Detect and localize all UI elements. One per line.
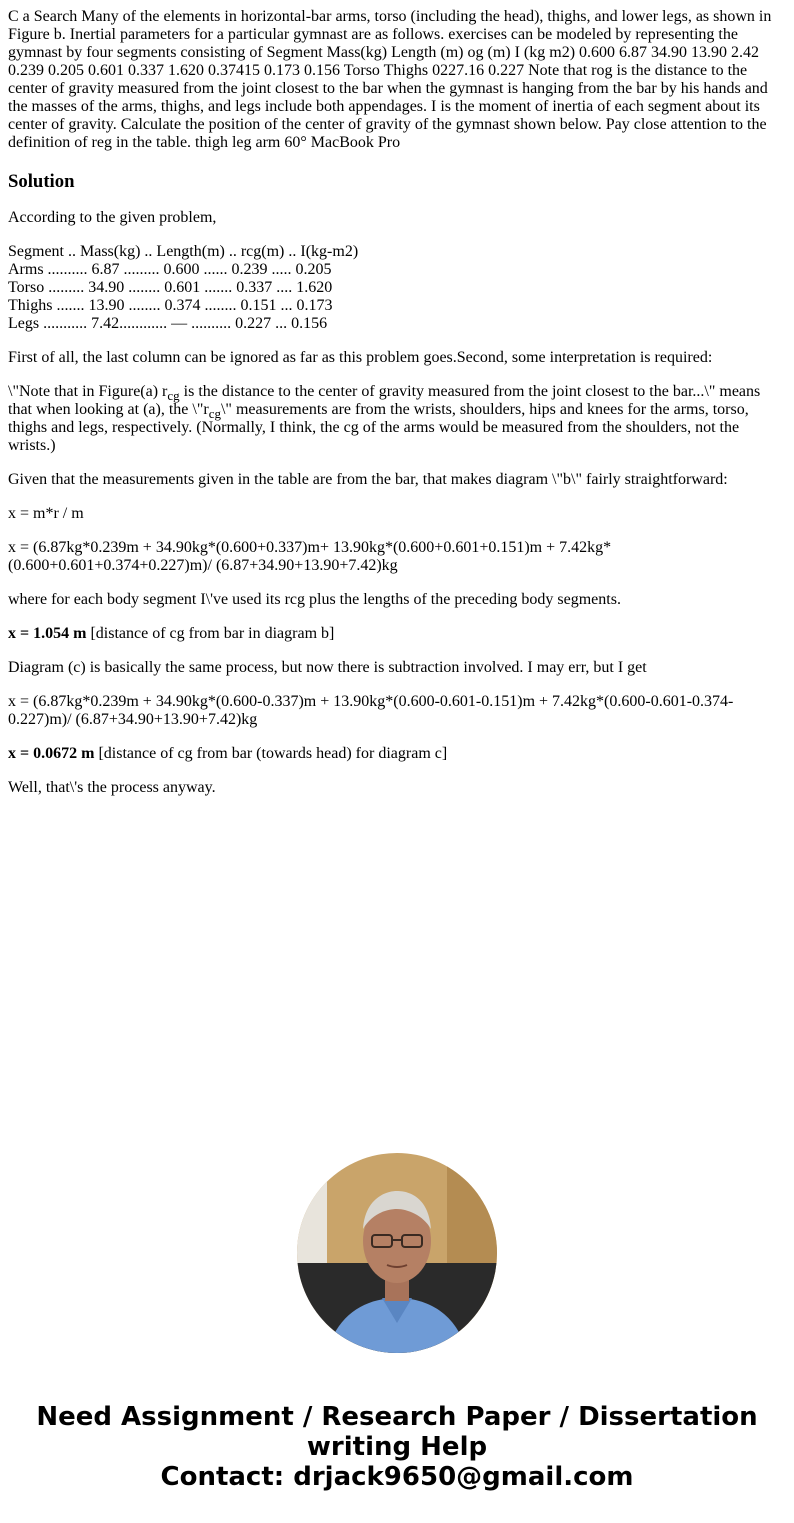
- question-text: C a Search Many of the elements in horizontal-bar arms, torso (including the head), thighs, and lower legs, as shown in Figure b. Inertial parameters for a particular gymnast are as follows. exercises can be modeled by representing the gymnast by four segments consisting of Segment Mass(kg) Length (m) og (m) I (kg m2) 0.600 6.87 34.90 13.90 2.42 0.239 0.205 0.601 0.337 1.620 0.37415 0.173 0.156 Torso Thighs 0227.16 0.227 Note that rog is the distance to the center of gravity measured from the joint closest to the bar when the gymnast is hanging from the bar by his hands and the masses of the arms, thighs, and legs include both appendages. I is the moment of inertia of each segment about its center of gravity. Calculate the position of the center of gravity of the gymnast shown below. Pay close attention to the definition of reg in the table. thigh leg arm 60° MacBook Pro: [8, 8, 772, 151]
- formula-diagram-b: x = (6.87kg*0.239m + 34.90kg*(0.600+0.337)m+ 13.90kg*(0.600+0.601+0.151)m + 7.42kg*(0.600+0.601+0.374+0.227)m)/ (6.87+34.90+13.90+7.42)kg: [8, 539, 612, 574]
- paragraph-where: where for each body segment I\'ve used its rcg plus the lengths of the preceding body segments.: [8, 591, 621, 608]
- segment-table: [8, 243, 786, 333]
- solution-heading: Solution: [8, 171, 75, 192]
- table-row-arms: Arms .......... 6.87 ......... 0.600 ...... 0.239 ..... 0.205: [8, 261, 332, 278]
- author-portrait-image: [297, 1153, 497, 1353]
- note-text-3: \" measurements are from the wrists, shoulders, hips and knees for the arms, torso, thighs and legs, respectively. (Normally, I think, the cg of the arms would be measured from the shoulders, not the wrists.): [8, 401, 749, 454]
- closing-line: Well, that\'s the process anyway.: [8, 779, 216, 796]
- paragraph-interpretation: First of all, the last column can be ignored as far as this problem goes.Second, some interpretation is required:: [8, 349, 713, 366]
- table-row-legs: Legs ........... 7.42............ — .......... 0.227 ... 0.156: [8, 315, 328, 332]
- page-content: [8, 8, 786, 797]
- paragraph-given: Given that the measurements given in the table are from the bar, that makes diagram \"b\" fairly straightforward:: [8, 471, 728, 488]
- result-c-value: x = 0.0672 m: [8, 745, 95, 762]
- table-header-line: Segment .. Mass(kg) .. Length(m) .. rcg(m) .. I(kg-m2): [8, 243, 359, 260]
- note-subscript-2: cg: [208, 406, 221, 421]
- table-row-thighs: Thighs ....... 13.90 ........ 0.374 ........ 0.151 ... 0.173: [8, 297, 333, 314]
- banner-line-2: writing Help: [306, 1432, 488, 1462]
- solution-intro: According to the given problem,: [8, 209, 217, 226]
- banner-contact-line: Contact: drjack9650@gmail.com: [160, 1462, 634, 1492]
- formula-diagram-c: x = (6.87kg*0.239m + 34.90kg*(0.600-0.337)m + 13.90kg*(0.600-0.601-0.151)m + 7.42kg*(0.600-0.601-0.374-0.227)m)/ (6.87+34.90+13.90+7.42)kg: [8, 693, 734, 728]
- formula-general: x = m*r / m: [8, 505, 84, 522]
- note-text-2: is the distance to the center of gravity measured from the joint closest to the bar...\" means that when looking at (a), the \"r: [8, 383, 761, 418]
- table-row-torso: Torso ......... 34.90 ........ 0.601 ....... 0.337 .... 1.620: [8, 279, 333, 296]
- result-diagram-c: [8, 745, 786, 763]
- author-avatar: [297, 1153, 497, 1353]
- note-text-1: \"Note that in Figure(a) r: [8, 383, 168, 400]
- result-b-note: [distance of cg from bar in diagram b]: [86, 625, 335, 642]
- banner-line-1: Need Assignment / Research Paper / Dissertation: [36, 1402, 758, 1432]
- promo-banner: [0, 1402, 794, 1492]
- result-b-value: x = 1.054 m: [8, 625, 87, 642]
- paragraph-diagram-c: Diagram (c) is basically the same process, but now there is subtraction involved. I may err, but I get: [8, 659, 647, 676]
- note-subscript-1: cg: [167, 388, 180, 403]
- result-diagram-b: [8, 625, 786, 643]
- paragraph-note: [8, 383, 786, 455]
- result-c-note: [distance of cg from bar (towards head) for diagram c]: [94, 745, 448, 762]
